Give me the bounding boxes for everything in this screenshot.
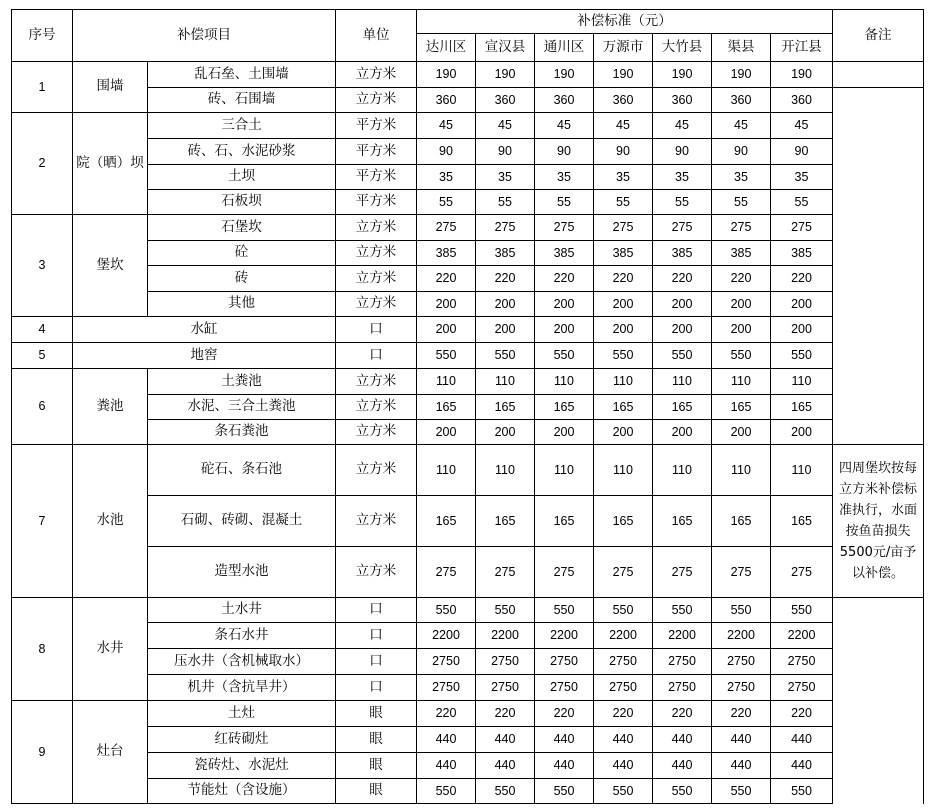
row-price: 550 <box>771 343 833 369</box>
row-price: 200 <box>712 420 771 445</box>
row-price: 200 <box>771 292 833 317</box>
row-unit: 立方米 <box>336 88 417 113</box>
row-price: 550 <box>653 598 712 623</box>
row-subitem: 砼 <box>148 241 336 266</box>
row-subitem: 节能灶（含设施） <box>148 779 336 804</box>
row-price: 275 <box>417 547 476 598</box>
row-unit: 平方米 <box>336 190 417 215</box>
row-price: 35 <box>476 165 535 190</box>
compensation-table <box>11 9 924 804</box>
row-price: 2200 <box>417 623 476 649</box>
row-category: 院（晒）坝 <box>73 113 148 215</box>
row-price: 2750 <box>594 675 653 701</box>
remark-text: 四周堡坎按每立方米补偿标准执行，水面按鱼苗损失5500元/亩予以补偿。 <box>833 445 924 598</box>
row-subitem: 条石水井 <box>148 623 336 649</box>
row-unit: 立方米 <box>336 292 417 317</box>
row-unit: 立方米 <box>336 420 417 445</box>
row-price: 110 <box>417 445 476 496</box>
row-price: 220 <box>653 266 712 292</box>
row-price: 440 <box>594 753 653 779</box>
table-row <box>12 649 924 675</box>
header-district: 大竹县 <box>653 34 712 62</box>
row-price: 165 <box>594 395 653 420</box>
row-price: 2750 <box>771 675 833 701</box>
row-price: 550 <box>653 779 712 804</box>
row-price: 165 <box>476 395 535 420</box>
row-price: 200 <box>771 317 833 343</box>
row-price: 275 <box>771 215 833 241</box>
row-subitem: 红砖砌灶 <box>148 727 336 753</box>
row-seq: 4 <box>12 317 73 343</box>
row-price: 45 <box>712 113 771 139</box>
row-price: 2750 <box>476 675 535 701</box>
row-price: 2200 <box>476 623 535 649</box>
row-item: 水缸 <box>73 317 336 343</box>
row-price: 550 <box>535 779 594 804</box>
row-price: 220 <box>535 701 594 727</box>
table-row <box>12 139 924 165</box>
row-price: 110 <box>712 445 771 496</box>
row-price: 2750 <box>594 649 653 675</box>
row-price: 220 <box>771 266 833 292</box>
row-subitem: 瓷砖灶、水泥灶 <box>148 753 336 779</box>
row-price: 385 <box>594 241 653 266</box>
row-price: 110 <box>712 369 771 395</box>
row-price: 110 <box>653 445 712 496</box>
row-price: 220 <box>712 266 771 292</box>
row-subitem: 乱石垒、土围墙 <box>148 62 336 88</box>
row-price: 200 <box>417 317 476 343</box>
row-item: 地窖 <box>73 343 336 369</box>
row-unit: 口 <box>336 649 417 675</box>
row-subitem: 土水井 <box>148 598 336 623</box>
row-price: 200 <box>712 292 771 317</box>
row-subitem: 水泥、三合土粪池 <box>148 395 336 420</box>
row-price: 220 <box>417 266 476 292</box>
row-price: 55 <box>417 190 476 215</box>
row-price: 190 <box>535 62 594 88</box>
row-price: 385 <box>417 241 476 266</box>
row-price: 360 <box>771 88 833 113</box>
row-price: 385 <box>653 241 712 266</box>
row-price: 110 <box>594 445 653 496</box>
row-price: 190 <box>771 62 833 88</box>
row-unit: 眼 <box>336 701 417 727</box>
row-price: 55 <box>653 190 712 215</box>
row-unit: 眼 <box>336 779 417 804</box>
row-subitem: 砖、石、水泥砂浆 <box>148 139 336 165</box>
row-price: 165 <box>653 496 712 547</box>
row-price: 440 <box>771 727 833 753</box>
row-price: 360 <box>712 88 771 113</box>
remark-cell <box>833 598 924 804</box>
row-price: 440 <box>535 727 594 753</box>
row-price: 110 <box>535 445 594 496</box>
row-subitem: 石板坝 <box>148 190 336 215</box>
row-price: 200 <box>712 317 771 343</box>
row-price: 2750 <box>417 649 476 675</box>
row-price: 200 <box>476 317 535 343</box>
row-price: 55 <box>535 190 594 215</box>
row-price: 90 <box>771 139 833 165</box>
row-price: 200 <box>594 317 653 343</box>
row-price: 165 <box>771 496 833 547</box>
row-price: 55 <box>712 190 771 215</box>
row-price: 200 <box>653 317 712 343</box>
row-price: 110 <box>417 369 476 395</box>
row-unit: 立方米 <box>336 215 417 241</box>
table-row <box>12 343 924 369</box>
row-price: 275 <box>653 547 712 598</box>
row-category: 灶台 <box>73 701 148 804</box>
row-subitem: 土灶 <box>148 701 336 727</box>
row-price: 45 <box>535 113 594 139</box>
header-standard: 补偿标准（元） <box>417 10 833 34</box>
row-unit: 立方米 <box>336 241 417 266</box>
row-price: 200 <box>417 420 476 445</box>
row-price: 190 <box>476 62 535 88</box>
table-row <box>12 88 924 113</box>
row-subitem: 造型水池 <box>148 547 336 598</box>
row-subitem: 三合土 <box>148 113 336 139</box>
table-row <box>12 445 924 496</box>
row-price: 200 <box>653 292 712 317</box>
row-price: 550 <box>476 598 535 623</box>
row-price: 275 <box>771 547 833 598</box>
row-price: 165 <box>594 496 653 547</box>
row-price: 2200 <box>594 623 653 649</box>
row-price: 2750 <box>535 675 594 701</box>
row-price: 220 <box>712 701 771 727</box>
row-price: 275 <box>535 215 594 241</box>
row-price: 200 <box>535 292 594 317</box>
row-price: 360 <box>594 88 653 113</box>
row-price: 165 <box>476 496 535 547</box>
row-subitem: 石堡坎 <box>148 215 336 241</box>
row-subitem: 土坝 <box>148 165 336 190</box>
table-row <box>12 241 924 266</box>
row-unit: 平方米 <box>336 165 417 190</box>
table-row <box>12 190 924 215</box>
row-price: 220 <box>476 701 535 727</box>
row-price: 190 <box>417 62 476 88</box>
row-unit: 口 <box>336 343 417 369</box>
row-price: 440 <box>417 727 476 753</box>
row-price: 275 <box>653 215 712 241</box>
row-price: 275 <box>476 215 535 241</box>
row-unit: 平方米 <box>336 139 417 165</box>
row-price: 550 <box>417 343 476 369</box>
row-unit: 立方米 <box>336 395 417 420</box>
row-price: 220 <box>594 266 653 292</box>
row-price: 110 <box>771 445 833 496</box>
row-price: 220 <box>653 701 712 727</box>
row-price: 275 <box>712 215 771 241</box>
row-price: 2200 <box>653 623 712 649</box>
row-unit: 眼 <box>336 727 417 753</box>
row-unit: 口 <box>336 623 417 649</box>
table-row <box>12 675 924 701</box>
row-price: 2200 <box>712 623 771 649</box>
row-unit: 口 <box>336 317 417 343</box>
row-price: 90 <box>594 139 653 165</box>
row-price: 165 <box>712 395 771 420</box>
row-price: 110 <box>771 369 833 395</box>
row-price: 2750 <box>771 649 833 675</box>
header-unit: 单位 <box>336 10 417 62</box>
row-price: 110 <box>535 369 594 395</box>
row-price: 440 <box>653 753 712 779</box>
row-price: 200 <box>771 420 833 445</box>
row-price: 45 <box>653 113 712 139</box>
row-price: 45 <box>417 113 476 139</box>
table-row <box>12 623 924 649</box>
row-price: 220 <box>535 266 594 292</box>
row-unit: 立方米 <box>336 62 417 88</box>
row-price: 550 <box>594 779 653 804</box>
row-price: 35 <box>417 165 476 190</box>
row-price: 440 <box>476 727 535 753</box>
row-unit: 立方米 <box>336 547 417 598</box>
row-unit: 立方米 <box>336 266 417 292</box>
row-price: 275 <box>535 547 594 598</box>
table-row <box>12 395 924 420</box>
row-price: 550 <box>535 598 594 623</box>
row-price: 550 <box>417 779 476 804</box>
row-unit: 立方米 <box>336 445 417 496</box>
remark-cell <box>833 369 924 445</box>
row-seq: 3 <box>12 215 73 317</box>
row-price: 360 <box>535 88 594 113</box>
row-price: 165 <box>535 395 594 420</box>
row-price: 275 <box>712 547 771 598</box>
row-price: 440 <box>712 753 771 779</box>
row-price: 440 <box>653 727 712 753</box>
row-price: 2750 <box>653 675 712 701</box>
row-price: 45 <box>771 113 833 139</box>
table-row <box>12 779 924 804</box>
table-row <box>12 547 924 598</box>
row-subitem: 压水井（含机械取水） <box>148 649 336 675</box>
row-price: 110 <box>476 445 535 496</box>
row-price: 550 <box>594 598 653 623</box>
row-subitem: 砣石、条石池 <box>148 445 336 496</box>
row-price: 385 <box>771 241 833 266</box>
row-price: 2750 <box>535 649 594 675</box>
row-price: 200 <box>476 420 535 445</box>
table-row <box>12 701 924 727</box>
row-price: 45 <box>476 113 535 139</box>
header-district: 开江县 <box>771 34 833 62</box>
table-row <box>12 496 924 547</box>
row-price: 2750 <box>712 649 771 675</box>
row-category: 水池 <box>73 445 148 598</box>
row-price: 165 <box>417 496 476 547</box>
row-seq: 5 <box>12 343 73 369</box>
row-price: 55 <box>771 190 833 215</box>
row-price: 440 <box>417 753 476 779</box>
row-seq: 1 <box>12 62 73 113</box>
table-row <box>12 165 924 190</box>
row-seq: 6 <box>12 369 73 445</box>
table-row <box>12 317 924 343</box>
row-price: 550 <box>594 343 653 369</box>
row-price: 550 <box>712 343 771 369</box>
row-price: 550 <box>712 779 771 804</box>
row-price: 550 <box>476 779 535 804</box>
row-price: 165 <box>771 395 833 420</box>
table-row <box>12 113 924 139</box>
row-price: 200 <box>594 292 653 317</box>
row-price: 550 <box>771 598 833 623</box>
table-row <box>12 753 924 779</box>
row-category: 堡坎 <box>73 215 148 317</box>
row-subitem: 石砌、砖砌、混凝土 <box>148 496 336 547</box>
row-seq: 9 <box>12 701 73 804</box>
row-price: 440 <box>535 753 594 779</box>
row-price: 550 <box>712 598 771 623</box>
row-price: 385 <box>712 241 771 266</box>
row-price: 550 <box>771 779 833 804</box>
row-price: 220 <box>417 701 476 727</box>
row-price: 35 <box>653 165 712 190</box>
row-price: 45 <box>594 113 653 139</box>
row-price: 165 <box>712 496 771 547</box>
row-price: 550 <box>653 343 712 369</box>
row-price: 200 <box>535 317 594 343</box>
row-price: 110 <box>653 369 712 395</box>
table-row <box>12 266 924 292</box>
row-unit: 眼 <box>336 753 417 779</box>
row-seq: 7 <box>12 445 73 598</box>
row-unit: 平方米 <box>336 113 417 139</box>
row-price: 200 <box>653 420 712 445</box>
row-subitem: 砖 <box>148 266 336 292</box>
remark-cell <box>833 62 924 88</box>
row-price: 220 <box>771 701 833 727</box>
row-price: 190 <box>653 62 712 88</box>
header-seq: 序号 <box>12 10 73 62</box>
row-price: 90 <box>653 139 712 165</box>
row-unit: 口 <box>336 598 417 623</box>
row-price: 165 <box>653 395 712 420</box>
row-price: 190 <box>712 62 771 88</box>
header-district: 达川区 <box>417 34 476 62</box>
row-seq: 8 <box>12 598 73 701</box>
row-subitem: 砖、石围墙 <box>148 88 336 113</box>
row-price: 2750 <box>653 649 712 675</box>
row-price: 385 <box>476 241 535 266</box>
row-price: 550 <box>476 343 535 369</box>
row-price: 35 <box>535 165 594 190</box>
table-row <box>12 598 924 623</box>
row-unit: 口 <box>336 675 417 701</box>
row-price: 2750 <box>417 675 476 701</box>
table-row <box>12 420 924 445</box>
row-price: 220 <box>594 701 653 727</box>
table-row <box>12 62 924 88</box>
row-price: 55 <box>594 190 653 215</box>
row-price: 35 <box>712 165 771 190</box>
row-price: 2200 <box>535 623 594 649</box>
row-subitem: 机井（含抗旱井） <box>148 675 336 701</box>
table-row <box>12 727 924 753</box>
row-unit: 立方米 <box>336 369 417 395</box>
row-price: 550 <box>535 343 594 369</box>
row-price: 165 <box>535 496 594 547</box>
header-district: 通川区 <box>535 34 594 62</box>
row-price: 220 <box>476 266 535 292</box>
row-price: 55 <box>476 190 535 215</box>
row-price: 200 <box>417 292 476 317</box>
row-price: 275 <box>476 547 535 598</box>
row-price: 90 <box>535 139 594 165</box>
header-item: 补偿项目 <box>73 10 336 62</box>
table-row <box>12 292 924 317</box>
row-subitem: 条石粪池 <box>148 420 336 445</box>
row-price: 275 <box>594 215 653 241</box>
row-price: 90 <box>712 139 771 165</box>
row-price: 360 <box>653 88 712 113</box>
header-district: 万源市 <box>594 34 653 62</box>
header-district: 宣汉县 <box>476 34 535 62</box>
row-category: 围墙 <box>73 62 148 113</box>
row-price: 360 <box>417 88 476 113</box>
row-unit: 立方米 <box>336 496 417 547</box>
row-price: 165 <box>417 395 476 420</box>
row-price: 200 <box>535 420 594 445</box>
row-price: 90 <box>476 139 535 165</box>
row-price: 2750 <box>476 649 535 675</box>
row-price: 550 <box>417 598 476 623</box>
row-price: 190 <box>594 62 653 88</box>
table-row <box>12 215 924 241</box>
row-seq: 2 <box>12 113 73 215</box>
row-price: 90 <box>417 139 476 165</box>
table-row <box>12 369 924 395</box>
remark-cell <box>833 88 924 369</box>
row-subitem: 其他 <box>148 292 336 317</box>
row-price: 275 <box>594 547 653 598</box>
row-price: 110 <box>594 369 653 395</box>
row-price: 2750 <box>712 675 771 701</box>
row-price: 440 <box>594 727 653 753</box>
row-price: 275 <box>417 215 476 241</box>
header-remark: 备注 <box>833 10 924 62</box>
row-price: 35 <box>771 165 833 190</box>
row-price: 360 <box>476 88 535 113</box>
row-price: 440 <box>771 753 833 779</box>
row-price: 35 <box>594 165 653 190</box>
row-price: 200 <box>594 420 653 445</box>
row-price: 440 <box>476 753 535 779</box>
row-price: 2200 <box>771 623 833 649</box>
row-subitem: 土粪池 <box>148 369 336 395</box>
row-price: 385 <box>535 241 594 266</box>
header-district: 渠县 <box>712 34 771 62</box>
row-price: 110 <box>476 369 535 395</box>
row-category: 粪池 <box>73 369 148 445</box>
row-price: 200 <box>476 292 535 317</box>
row-price: 440 <box>712 727 771 753</box>
row-category: 水井 <box>73 598 148 701</box>
